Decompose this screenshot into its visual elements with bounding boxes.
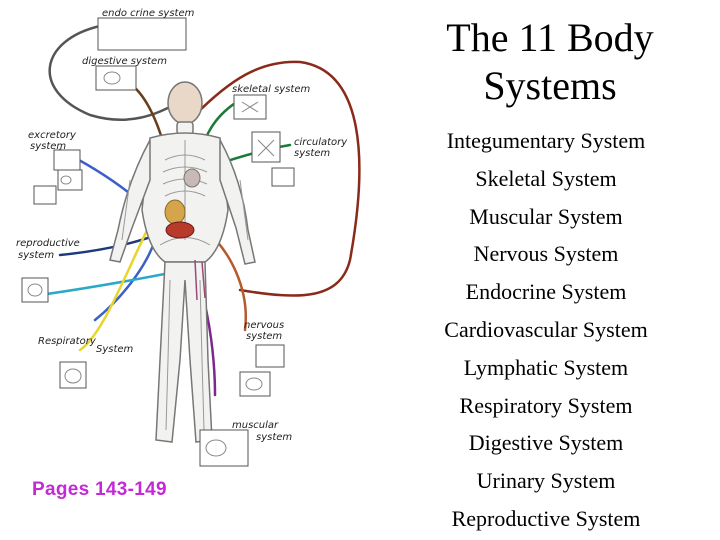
list-item: Digestive System <box>468 430 624 456</box>
digestive-label: digestive system <box>82 56 167 67</box>
circulatory-label-line2: system <box>294 148 331 159</box>
list-item: Nervous System <box>473 241 619 267</box>
digestive-sketch-box <box>96 66 136 90</box>
circulatory-label: circulatory <box>294 137 348 148</box>
respiratory-label-line2: System <box>96 344 134 355</box>
list-item: Respiratory System <box>459 392 633 418</box>
slide-title-line-1: The 11 Body <box>446 15 654 60</box>
excretory-label: excretory <box>28 130 76 141</box>
list-item: Lymphatic System <box>463 354 629 380</box>
circulatory-sketch-box <box>252 132 280 162</box>
nervous-sketch-box <box>256 345 284 367</box>
excretory-sketch-box-2 <box>58 170 82 190</box>
heart-organ <box>184 169 200 187</box>
endocrine-sketch-box <box>98 18 186 50</box>
circulatory-sketch-box-2 <box>272 168 294 186</box>
list-item: Skeletal System <box>475 165 617 191</box>
slide-title-line-2: Systems <box>483 63 617 108</box>
muscular-label: muscular <box>232 420 279 431</box>
respiratory-label: Respiratory <box>38 336 96 347</box>
reproductive-sketch-box <box>22 278 48 302</box>
list-item: Integumentary System <box>446 128 646 153</box>
excretory-label-line2: system <box>30 141 67 152</box>
pages-reference: Pages 143-149 <box>32 479 167 500</box>
list-item: Cardiovascular System <box>444 316 648 342</box>
skeletal-label: skeletal system <box>232 84 311 95</box>
list-item: Urinary System <box>476 468 616 494</box>
respiratory-sketch-box <box>60 362 86 388</box>
excretory-sketch-box-3 <box>34 186 56 204</box>
reproductive-label: reproductive <box>16 238 80 249</box>
reproductive-label-line2: system <box>18 250 55 261</box>
muscular-label-line2: system <box>256 432 293 443</box>
nervous-sketch-box-2 <box>240 372 270 396</box>
list-item: Muscular System <box>469 203 623 229</box>
list-item: Endocrine System <box>465 279 627 305</box>
stomach-organ <box>165 200 185 224</box>
slide-title <box>420 14 680 110</box>
intestines-organ <box>166 222 194 238</box>
muscular-sketch-box <box>200 430 248 466</box>
nervous-label: nervous <box>244 320 285 331</box>
body-systems-list <box>410 122 682 538</box>
excretory-sketch-box <box>54 150 80 170</box>
endocrine-label: endo crine system <box>102 8 195 19</box>
nervous-label-line2: system <box>246 331 283 342</box>
list-item: Reproductive System <box>451 505 641 531</box>
